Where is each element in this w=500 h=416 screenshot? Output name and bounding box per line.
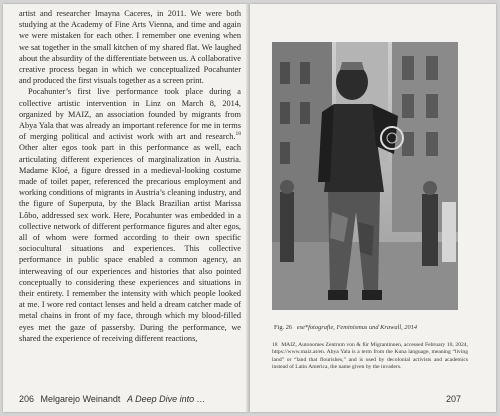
page-number-left: 206 (19, 394, 35, 404)
right-page (250, 4, 496, 412)
footnote-ref-18[interactable]: 18 (235, 131, 241, 138)
folio-title: A Deep Dive into … (126, 394, 206, 404)
footnote-number: 18 (272, 342, 278, 348)
paragraph-2-text: Pocahunter’s first live performance took place during a collective artistic intervention in Linz on March 8, 2014, organized by MAIZ, an association founded by migrants from Abya Yala that was already an important reference for me in terms of merging political and activist work with art and research. (19, 87, 241, 142)
paragraph-2 (19, 86, 241, 344)
left-page (3, 4, 248, 412)
paragraph-1: artist and researcher Imayna Caceres, in 2011. We were both studying at the Academy of Fine Arts Vienna, and time and again we were mistaken for each other. I remember one evening when we sat together in the small kitchen of my shared flat. We laughed about the absurdity of the differentiate between us. A collaborative creative process began in which we conceptualized Pocahunter and produced the first visuals together as a screen print. (19, 9, 241, 86)
body-text (19, 8, 241, 344)
paragraph-2-cont: Other alter egos took part in this performance as well, each articulating different experiences of marginalization in Austria. Madame Kloé, a figure dressed in a medieval-looking costume made of toilet paper, referenced the precarious employment and working conditions of migrants in Austria’s cleaning industry, and the figure of Superputa, by the Black Brazilian artist Marissa Lôbo, addressed sex work. Here, Pocahunter was embedded in a collective network of different performance figures and alter egos, all of whom were formed according to their own specific sociocultural situations and experiences. This collective performance in public space enabled a common agency, an interweaving of our experiences and histories that also pointed conceptually to considering these experiences and situations in their entirety. I remember the intensity with which people looked at me. I wore red contact lenses and held a dream catcher made of metal chains in front of my face, through which my blood-filled eyes met the gaze of passersby. During the performance, we shared the experience of receiving different reactions, (19, 143, 241, 343)
figure-caption-text: ese*fotografie, Feminismus und Krawall, 2014 (296, 324, 418, 331)
footnote-text: MAIZ, Autonomes Zentrum von & für Migrantinnen, accessed February 10, 2024, https://www.maiz.at/en. Abya Yala is a term from the Kuna language, meaning “living land” or “land that flourishes,” and is used by decolonial activists and academics instead of Latin America, the name given by the invaders. (272, 342, 468, 371)
performance-photo (272, 42, 458, 310)
figure-number: Fig. 26 (274, 324, 293, 331)
page-number-right: 207 (446, 394, 462, 404)
folio-author: Melgarejo Weinandt (40, 394, 121, 404)
photo-illustration (272, 42, 458, 310)
running-footer-left (19, 394, 206, 404)
figure-caption (274, 324, 464, 331)
footnote-18 (272, 342, 468, 372)
